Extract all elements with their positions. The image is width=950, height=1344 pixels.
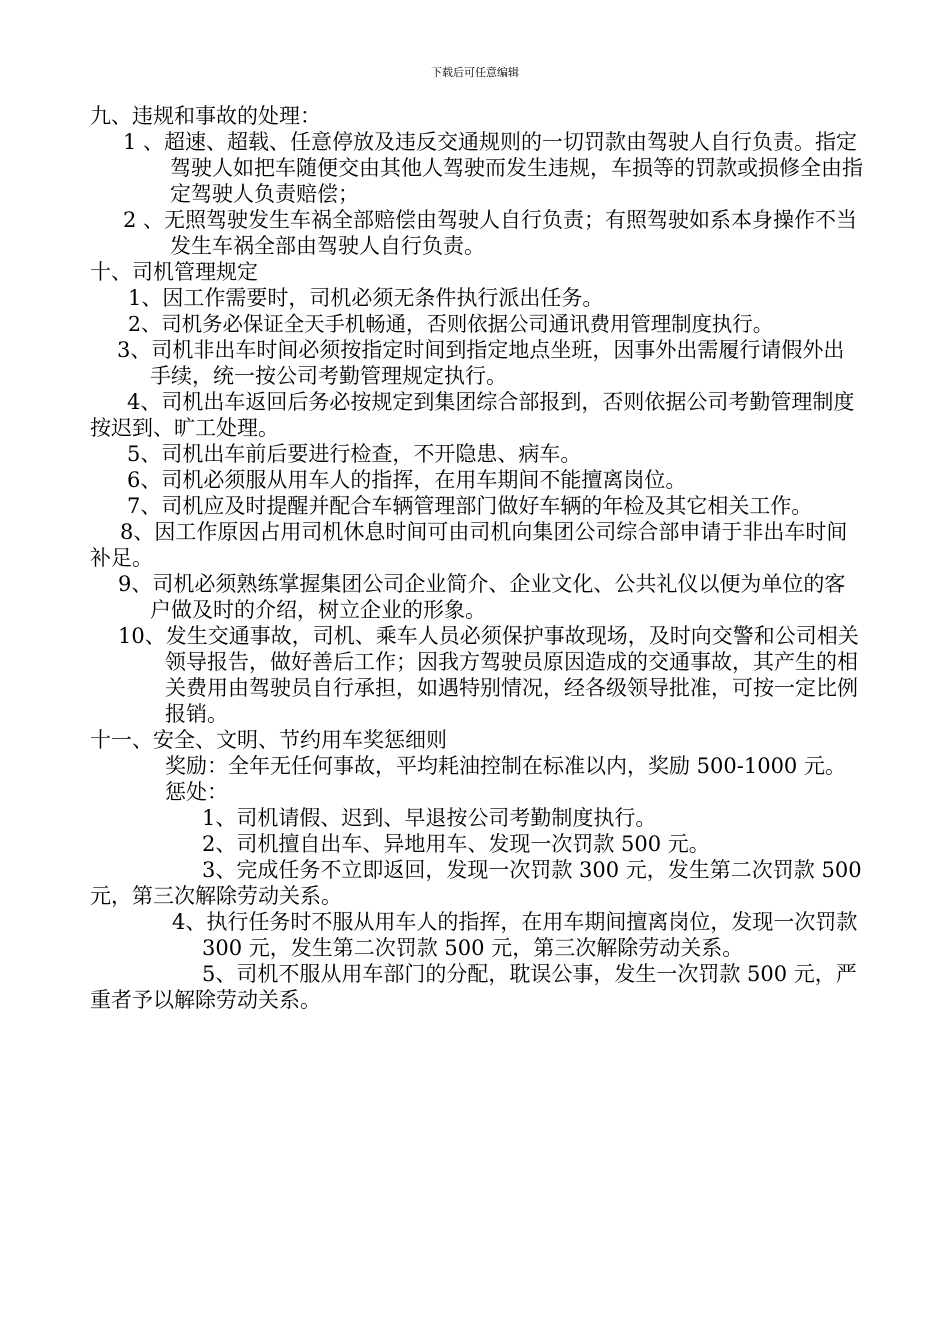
section-10-item-4: 4、司机出车返回后务必按规定到集团综合部报到，否则依据公司考勤管理制度按迟到、旷工处理。 [90,390,855,440]
penalty-item-1: 1、司机请假、迟到、早退按公司考勤制度执行。 [202,806,657,830]
section-9-item-2: 2 、无照驾驶发生车祸全部赔偿由驾驶人自行负责；有照驾驶如系本身操作不当发生车祸全部由驾驶人自行负责。 [123,208,858,258]
section-10-item-1: 1、因工作需要时，司机必须无条件执行派出任务。 [128,286,604,310]
section-9-title: 九、违规和事故的处理： [90,104,321,128]
section-10-item-8: 8、因工作原因占用司机休息时间可由司机向集团公司综合部申请于非出车时间补足。 [90,520,848,570]
section-9-item-1: 1 、超速、超载、任意停放及违反交通规则的一切罚款由驾驶人自行负责。指定驾驶人如把车随便交由其他人驾驶而发生违规，车损等的罚款或损修全由指定驾驶人负责赔偿； [123,130,863,206]
section-10-item-3: 3、司机非出车时间必须按指定时间到指定地点坐班，因事外出需履行请假外出手续，统一按公司考勤管理规定执行。 [117,338,845,388]
header-note: 下载后可任意编辑 [431,66,519,79]
section-10-item-10: 10、发生交通事故，司机、乘车人员必须保护事故现场，及时向交警和公司相关领导报告，做好善后工作；因我方驾驶员原因造成的交通事故，其产生的相关费用由驾驶员自行承担，如遇特别情况，经各级领导批准，可按一定比例报销。 [118,624,859,726]
section-10-item-5: 5、司机出车前后要进行检查，不开隐患、病车。 [127,442,582,466]
reward-text: 奖励：全年无任何事故，平均耗油控制在标准以内，奖励 500-1000 元。 [165,754,846,778]
section-10-title: 十、司机管理规定 [90,260,258,284]
section-10-item-7: 7、司机应及时提醒并配合车辆管理部门做好车辆的年检及其它相关工作。 [127,494,813,518]
document-body [90,103,865,1013]
penalty-item-4: 4、执行任务时不服从用车人的指挥，在用车期间擅离岗位，发现一次罚款 300 元，发生第二次罚款 500 元，第三次解除劳动关系。 [172,910,858,960]
section-10-item-2: 2、司机务必保证全天手机畅通，否则依据公司通讯费用管理制度执行。 [128,312,774,336]
section-10-item-6: 6、司机必须服从用车人的指挥，在用车期间不能擅离岗位。 [127,468,687,492]
penalty-item-2: 2、司机擅自出车、异地用车、发现一次罚款 500 元。 [202,832,710,856]
section-11-title: 十一、安全、文明、节约用车奖惩细则 [90,728,447,752]
penalty-item-5: 5、司机不服从用车部门的分配，耽误公事，发生一次罚款 500 元，严重者予以解除劳动关系。 [90,962,857,1012]
penalty-title: 惩处： [165,780,228,804]
section-10-item-9: 9、司机必须熟练掌握集团公司企业简介、企业文化、公共礼仪以便为单位的客户做及时的介绍，树立企业的形象。 [118,572,846,622]
penalty-item-3: 3、完成任务不立即返回，发现一次罚款 300 元，发生第二次罚款 500 元，第三次解除劳动关系。 [90,858,862,908]
